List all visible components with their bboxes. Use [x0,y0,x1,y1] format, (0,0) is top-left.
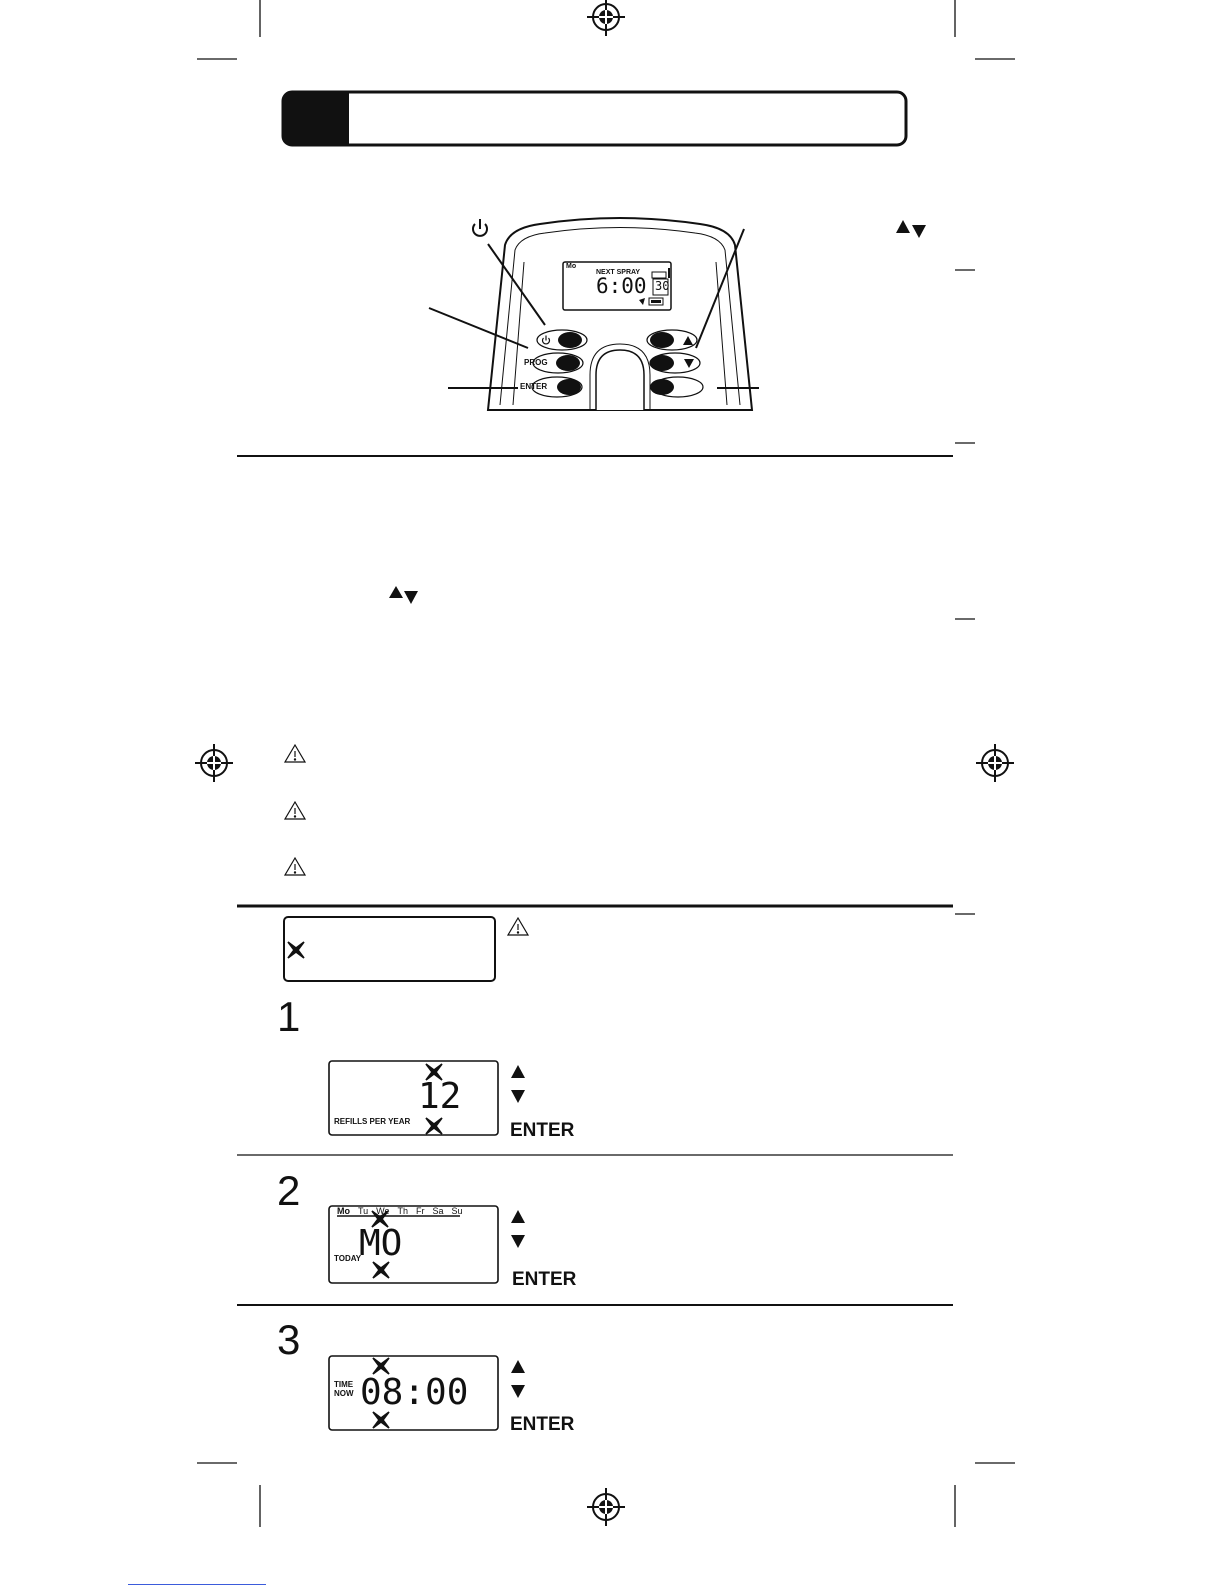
now-label: NOW [334,1389,354,1398]
day-label: Tu [358,1206,369,1216]
up-arrow-icon [511,1210,525,1223]
registration-mark-left [195,744,233,782]
day-label: Su [451,1206,463,1216]
blink-icon [426,1118,442,1134]
lcd-next-spray: NEXT SPRAY [596,269,641,276]
day-label: Fr [416,1206,425,1216]
day-label: Mo [337,1206,350,1216]
time-now-label [334,1380,354,1398]
warning-icon [285,858,305,875]
day-label: Sa [432,1206,444,1216]
step2-lcd-frame [329,1206,498,1283]
day-strip [337,1206,463,1216]
warning-icon [508,918,528,935]
step-number: 3 [277,1316,301,1363]
day-value: MO [359,1223,403,1264]
blink-legend-box [284,917,495,981]
blink-icon [373,1412,389,1428]
warning-icon [285,745,305,762]
up-arrow-icon [511,1360,525,1373]
blink-icon [288,942,304,958]
down-arrow-icon [511,1235,525,1248]
time-value: 08:00 [360,1372,469,1413]
power-icon [473,219,487,236]
day-label: We [376,1206,390,1216]
registration-mark-bottom [587,1488,625,1526]
prog-button[interactable]: PROG [524,358,548,367]
step-number: 2 [277,1167,301,1214]
registration-mark-top [587,0,625,36]
crop-marks [197,0,1015,1527]
blink-icon [373,1262,389,1278]
lcd-number: 30 [655,279,670,293]
step-number: 1 [277,993,301,1040]
time-label: TIME [334,1380,354,1389]
refills-value: 12 [418,1076,462,1117]
enter-instruction: ENTER [512,1269,577,1290]
up-down-arrows-icon [896,220,926,238]
warning-icon [285,802,305,819]
refills-label: REFILLS PER YEAR [334,1117,411,1126]
day-label: Th [397,1206,409,1216]
up-arrow-icon [511,1065,525,1078]
lcd-day: Mo [566,263,577,270]
lcd-time: 6:00 [596,274,647,298]
enter-instruction: ENTER [510,1120,575,1141]
enter-instruction: ENTER [510,1414,575,1435]
device-illustration [429,218,759,410]
section-header-bar [283,92,906,145]
registration-mark-right [976,744,1014,782]
enter-button[interactable]: ENTER [520,382,548,391]
down-arrow-icon [511,1090,525,1103]
down-arrow-icon [511,1385,525,1398]
up-down-arrows-icon [389,586,418,604]
today-label: TODAY [334,1254,362,1263]
